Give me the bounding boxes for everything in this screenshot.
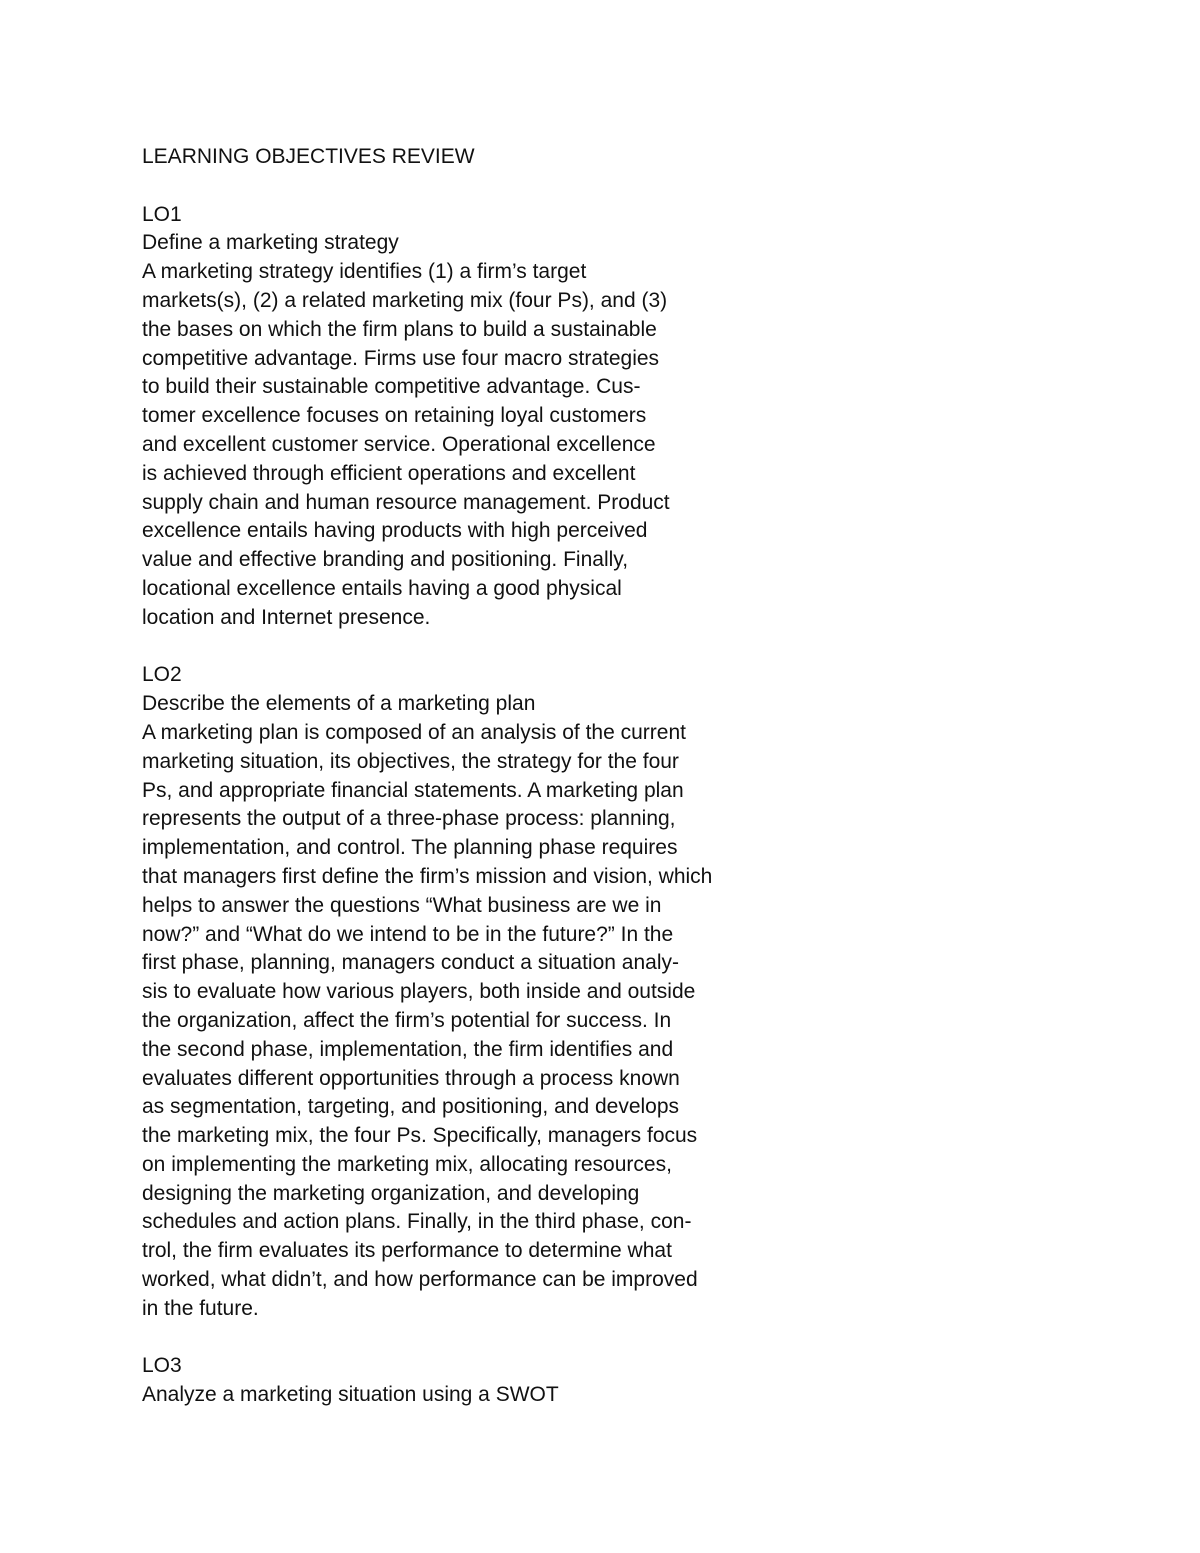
body-line: on implementing the marketing mix, allocating resources, — [142, 1152, 672, 1176]
spacer — [142, 172, 762, 201]
body-line: designing the marketing organization, and developing — [142, 1181, 640, 1205]
body-line: to build their sustainable competitive advantage. Cus- — [142, 375, 641, 399]
body-line: tomer excellence focuses on retaining loyal customers — [142, 404, 647, 428]
body-line: the bases on which the firm plans to build a sustainable — [142, 317, 657, 341]
body-line: trol, the firm evaluates its performance to determine what — [142, 1239, 672, 1263]
body-line: the marketing mix, the four Ps. Specifically, managers focus — [142, 1124, 698, 1148]
body-line: Ps, and appropriate financial statements. A marketing plan — [142, 778, 684, 802]
body-line: represents the output of a three-phase process: planning, — [142, 807, 676, 831]
section-heading: Describe the elements of a marketing plan — [142, 692, 536, 716]
body-line: excellence entails having products with high perceived — [142, 519, 648, 543]
body-line: sis to evaluate how various players, both inside and outside — [142, 980, 696, 1004]
body-line: is achieved through efficient operations and excellent — [142, 461, 636, 485]
body-line: now?” and “What do we intend to be in the future?” In the — [142, 922, 674, 946]
body-line: A marketing strategy identifies (1) a firm’s target — [142, 260, 587, 284]
body-line: schedules and action plans. Finally, in the third phase, con- — [142, 1210, 692, 1234]
spacer — [142, 1324, 762, 1353]
section-code: LO1 — [142, 202, 182, 226]
section-code: LO2 — [142, 663, 182, 687]
section-lo1 — [142, 201, 762, 633]
spacer — [142, 633, 762, 662]
body-line: first phase, planning, managers conduct a situation analy- — [142, 951, 679, 975]
section-lo2 — [142, 661, 762, 1323]
body-line: and excellent customer service. Operational excellence — [142, 432, 656, 456]
body-line: the second phase, implementation, the firm identifies and — [142, 1037, 674, 1061]
document-page — [142, 143, 762, 1410]
body-line: locational excellence entails having a good physical — [142, 576, 622, 600]
section-lo3 — [142, 1352, 762, 1410]
body-line: supply chain and human resource management. Product — [142, 490, 670, 514]
body-line: evaluates different opportunities through a process known — [142, 1066, 680, 1090]
document-title: LEARNING OBJECTIVES REVIEW — [142, 145, 475, 168]
section-heading: Analyze a marketing situation using a SWOT — [142, 1383, 559, 1407]
body-line: value and effective branding and positioning. Finally, — [142, 548, 629, 572]
body-line: A marketing plan is composed of an analysis of the current — [142, 720, 686, 744]
body-line: helps to answer the questions “What business are we in — [142, 893, 662, 917]
body-line: location and Internet presence. — [142, 605, 431, 629]
body-line: marketing situation, its objectives, the strategy for the four — [142, 749, 679, 773]
body-line: in the future. — [142, 1296, 259, 1320]
body-line: competitive advantage. Firms use four macro strategies — [142, 346, 660, 370]
body-line: implementation, and control. The planning phase requires — [142, 836, 678, 860]
body-line: the organization, affect the firm’s potential for success. In — [142, 1008, 672, 1032]
body-line: as segmentation, targeting, and positioning, and develops — [142, 1095, 680, 1119]
body-line: that managers first define the firm’s mission and vision, which — [142, 864, 713, 888]
section-code: LO3 — [142, 1354, 182, 1378]
section-heading: Define a marketing strategy — [142, 231, 399, 255]
body-line: worked, what didn’t, and how performance can be improved — [142, 1268, 698, 1292]
body-line: markets(s), (2) a related marketing mix (four Ps), and (3) — [142, 288, 668, 312]
